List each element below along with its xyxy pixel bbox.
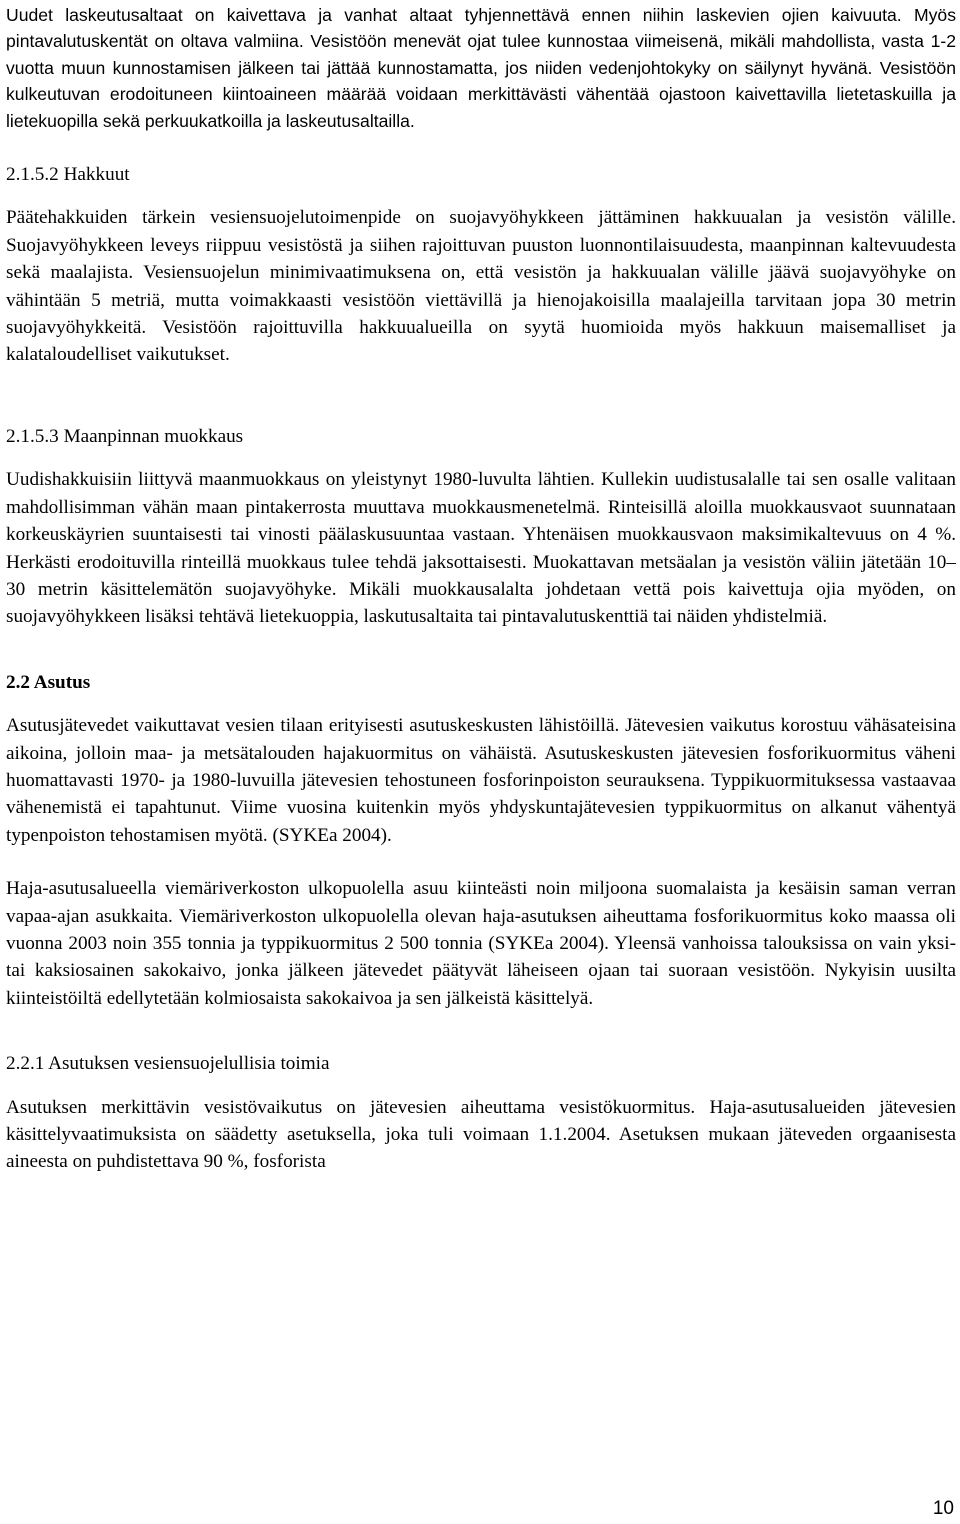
heading-2-1-5-2: 2.1.5.2 Hakkuut [6, 164, 130, 186]
paragraph-asutuksen-toimia: Asutuksen merkittävin vesistövaikutus on jätevesien aiheuttama vesistökuormitus. Haja-asutusalueiden jätevesien käsittelyvaatimuksista on säädetty asetuksella, joka tuli voimaan 1.1.2004. Asetuksen mukaan jäteveden orgaanisesta aineesta on puhdistettava 90 %, fosforista [6, 1096, 956, 1173]
paragraph-asutus-2: Haja-asutusalueella viemäriverkoston ulkopuolella asuu kiinteästi noin miljoona suomalaista ja kesäisin saman verran vapaa-ajan asukkaita. Viemäriverkoston ulkopuolella olevan haja-asutuksen aiheuttama fosforikuormitus koko maassa oli vuonna 2003 noin 355 tonnia ja typpikuormitus 2 500 tonnia (SYKEa 2004). Yleensä vanhoissa talouksissa on vain yksi- tai kaksiosainen sakokaivo, jonka jälkeen jätevedet päätyvät läheiseen ojaan tai suoraan vesistöön. Nykyisin uusilta kiinteistöiltä edellytetään kolmiosaista sakokaivoa ja sen jälkeistä käsittelyä. [6, 878, 956, 1009]
heading-2-2-1: 2.2.1 Asutuksen vesiensuojelullisia toimia [6, 1053, 330, 1075]
intro-paragraph: Uudet laskeutusaltaat on kaivettava ja vanhat altaat tyhjennettävä ennen niihin laskevien ojien kaivuuta. Myös pintavalutuskentät on oltava valmiina. Vesistöön menevät ojat tulee kunnostaa viimeisenä, mikäli mahdollista, vasta 1-2 vuotta muun kunnostamisen jälkeen tai jättää kunnostamatta, jos niiden vedenjohtokyky on säilynyt hyvänä. Vesistöön kulkeutuvan erodoituneen kiintoaineen määrää voidaan merkittävästi vähentää ojastoon kaivettavilla lietetaskuilla ja lietekuopilla sekä perkuukatkoilla ja laskeutusaltailla. [6, 5, 956, 131]
heading-2-2: 2.2 Asutus [6, 671, 91, 693]
paragraph-hakkuut: Päätehakkuiden tärkein vesiensuojelutoimenpide on suojavyöhykkeen jättäminen hakkuualan ja vesistön välille. Suojavyöhykkeen leveys riippuu vesistöstä ja siihen rajoittuvan puuston luonnontilaisuudesta, maanpinnan kaltevuudesta sekä maalajista. Vesiensuojelun minimivaatimuksena on, että vesistön ja hakkuualan välille jäävä suojavyöhyke on vähintään 5 metriä, mutta voimakkaasti vesistöön viettävillä ja hienojakoisilla maalajeilla tarvitaan jopa 30 metrin suojavyöhykkeitä. Vesistöön rajoittuvilla hakkuualueilla on syytä huomioida myös hakkuun maisemalliset ja kalataloudelliset vaikutukset. [6, 207, 956, 366]
heading-2-1-5-3: 2.1.5.3 Maanpinnan muokkaus [6, 425, 244, 447]
paragraph-maanpinnan-muokkaus: Uudishakkuisiin liittyvä maanmuokkaus on yleistynyt 1980-luvulta lähtien. Kullekin uudistusalalle tai sen osalle valitaan mahdollisimman vähän maan pintakerrosta muuttava muokkausmenetelmä. Rinteisillä aloilla muokkausvaot suunnataan korkeuskäyrien suuntaisesti tai vinosti päälaskusuuntaa vastaan. Yhtenäisen muokkausvaon maksimikaltevuus on 4 %. Herkästi erodoituvilla rinteillä muokkaus tulee tehdä jaksottaisesti. Muokattavan metsäalan ja vesistön väliin jätetään 10–30 metrin käsittelemätön suojavyöhyke. Mikäli muokkausalalta johdetaan vettä pois kaivettuja ojia myöden, on suojavyöhykkeen lisäksi tehtävä lietekuoppia, laskutusaltaita tai pintavalutuskenttiä tai näiden yhdistelmiä. [6, 469, 956, 628]
paragraph-asutus-1: Asutusjätevedet vaikuttavat vesien tilaan erityisesti asutuskeskusten lähistöillä. Jätevesien vaikutus korostuu vähäsateisina aikoina, jolloin maa- ja metsätalouden hajakuormitus on vähäistä. Asutuskeskusten jätevesien fosforikuormitus väheni huomattavasti 1970- ja 1980-luvuilla jätevesien tehostuneen fosforinpoiston seurauksena. Typpikuormituksessa vastaavaa vähenemistä ei tapahtunut. Viime vuosina kuitenkin myös yhdyskuntajätevesien typpikuormitus on alkanut vähentyä typenpoiston tehostamisen myötä. (SYKEa 2004). [6, 715, 956, 846]
page-number: 10 [932, 1498, 954, 1519]
document-page [6, 2, 956, 1176]
